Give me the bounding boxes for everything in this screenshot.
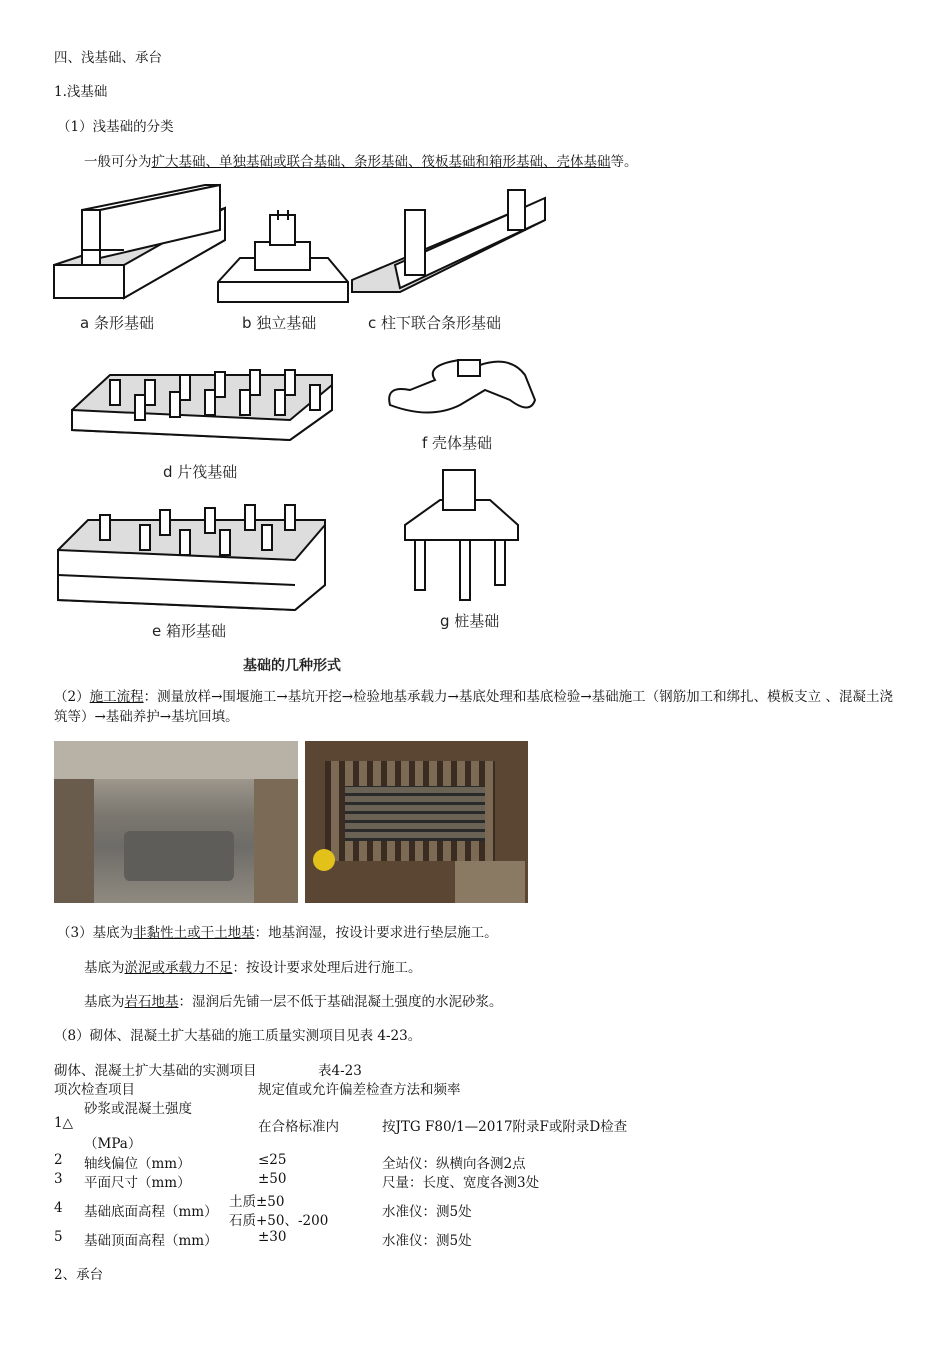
base1-pre: （3）基底为 xyxy=(57,925,134,941)
label-c: c 柱下联合条形基础 xyxy=(368,314,502,332)
row3-value: ±50 xyxy=(258,1171,287,1187)
base-line-1 xyxy=(57,921,498,941)
formwork-photo xyxy=(305,741,528,903)
label-b: b 独立基础 xyxy=(242,314,317,332)
label-f: f 壳体基础 xyxy=(422,434,493,452)
row5-method: 水准仪：测5处 xyxy=(382,1233,472,1249)
row1-item-l1: 砂浆或混凝土强度 xyxy=(84,1101,192,1117)
base-line-3 xyxy=(84,990,503,1010)
base1-term: 非黏性土或干土地基 xyxy=(133,925,255,941)
process-prefix: （2） xyxy=(54,689,90,705)
figure-caption: 基础的几种形式 xyxy=(243,658,341,674)
label-e: e 箱形基础 xyxy=(152,622,226,640)
quality-intro: （8）砌体、混凝土扩大基础的施工质量实测项目见表 4-23。 xyxy=(54,1028,422,1044)
row4-no: 4 xyxy=(54,1200,63,1216)
row3-item: 平面尺寸（mm） xyxy=(84,1175,191,1191)
row3-no: 3 xyxy=(54,1171,63,1187)
foundation-figure xyxy=(40,180,560,650)
label-a: a 条形基础 xyxy=(80,314,154,332)
process-term: 施工流程 xyxy=(89,689,144,705)
row5-value: ±30 xyxy=(258,1229,287,1245)
box-foundation-drawing xyxy=(58,505,325,610)
subheading-classification: （1）浅基础的分类 xyxy=(57,119,174,135)
table-header-left: 项次检查项目 xyxy=(54,1082,135,1098)
para-term-3: 联合基础、条形基础、筏板基础和箱形基础、壳体基础 xyxy=(286,154,611,170)
shell-foundation-drawing xyxy=(389,360,535,413)
heading-shallow-foundation: 1.浅基础 xyxy=(54,84,108,100)
construction-process xyxy=(54,687,896,727)
row2-item: 轴线偏位（mm） xyxy=(84,1156,191,1172)
row5-item: 基础顶面高程（mm） xyxy=(84,1233,218,1249)
row2-no: 2 xyxy=(54,1152,63,1168)
row1-method: 按JTG F80/1—2017附录F或附录D检查 xyxy=(382,1119,628,1135)
base2-post: ：按设计要求处理后进行施工。 xyxy=(232,960,422,976)
pile-foundation-drawing xyxy=(405,470,518,600)
row1-no: 1△ xyxy=(54,1115,73,1131)
base3-pre: 基底为 xyxy=(84,994,125,1010)
base-line-2 xyxy=(84,956,422,976)
row1-item-l2: （MPa） xyxy=(84,1136,142,1152)
para-term-1: 扩大基础、单独基础 xyxy=(151,154,273,170)
strip-foundation-drawing xyxy=(54,185,225,298)
row2-value: ≤25 xyxy=(258,1152,287,1168)
label-g: g 桩基础 xyxy=(440,612,500,630)
isolated-footing-drawing xyxy=(218,210,348,302)
row2-method: 全站仪：纵横向各测2点 xyxy=(382,1156,526,1172)
combined-strip-drawing xyxy=(352,190,545,292)
row3-method: 尺量：长度、宽度各测3处 xyxy=(382,1175,540,1191)
row4-method: 水准仪：测5处 xyxy=(382,1204,472,1220)
table-number: 表4-23 xyxy=(318,1063,362,1079)
para-pre: 一般可分为 xyxy=(84,154,152,170)
table-title: 砌体、混凝土扩大基础的实测项目 xyxy=(54,1063,257,1079)
classification-paragraph xyxy=(84,150,638,170)
para-term-2: 或 xyxy=(273,154,287,170)
base1-post: ：地基润湿，按设计要求进行垫层施工。 xyxy=(254,925,498,941)
row5-no: 5 xyxy=(54,1229,63,1245)
heading-pile-cap: 2、承台 xyxy=(54,1267,104,1283)
row4-value-l2: 石质+50、-200 xyxy=(229,1213,329,1229)
section-heading: 四、浅基础、承台 xyxy=(54,50,162,66)
para-post: 等。 xyxy=(610,154,638,170)
base2-term: 淤泥或承载力不足 xyxy=(124,960,233,976)
row1-value: 在合格标准内 xyxy=(258,1119,339,1135)
base2-pre: 基底为 xyxy=(84,960,125,976)
label-d: d 片筏基础 xyxy=(163,463,238,481)
row4-value-l1: 土质±50 xyxy=(229,1194,285,1210)
base3-post: ：湿润后先铺一层不低于基础混凝土强度的水泥砂浆。 xyxy=(178,994,503,1010)
process-text: ：测量放样→围堰施工→基坑开挖→检验地基承载力→基底处理和基底检验→基础施工（钢筋加工和绑扎、模板支立 、混凝土浇筑等）→基础养护→基坑回填。 xyxy=(54,689,893,725)
base3-term: 岩石地基 xyxy=(124,994,179,1010)
row4-item: 基础底面高程（mm） xyxy=(84,1204,218,1220)
raft-foundation-drawing xyxy=(72,370,332,440)
table-header-right: 规定值或允许偏差检查方法和频率 xyxy=(258,1082,461,1098)
excavation-photo xyxy=(54,741,298,903)
